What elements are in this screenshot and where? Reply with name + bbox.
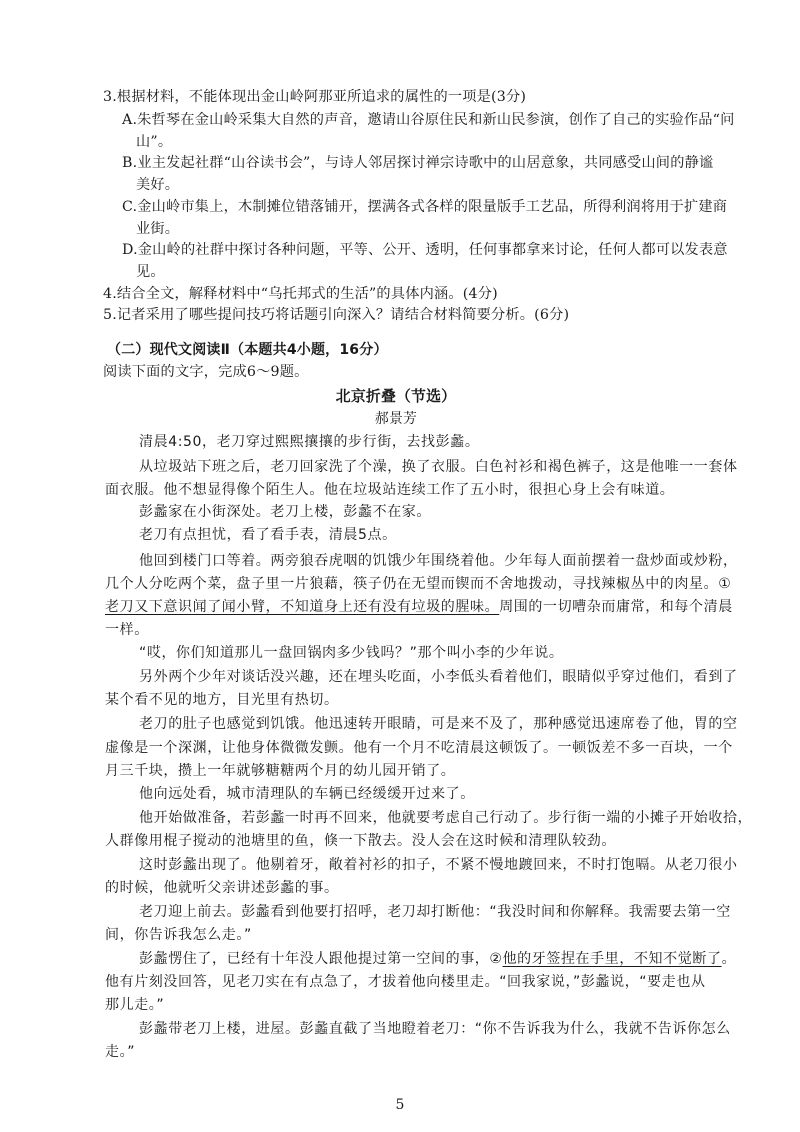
passage-line: 某个看不见的地方，目光里有热切。 (105, 692, 339, 708)
question-3: 3.根据材料，不能体现出金山岭阿那亚所追求的属性的一项是(3分) (103, 89, 527, 105)
passage-line: 老刀有点担忧，看了看手表，清晨5点。 (139, 527, 397, 543)
passage-line: 他开始做准备，若彭蠡一时再不回来，他就要考虑自己行动了。步行街一端的小摊子开始收拾， (139, 810, 753, 826)
passage-line: 走。” (105, 1044, 136, 1060)
passage-line-underlined-1 (105, 597, 733, 617)
passage-line: 老刀迎上前去。彭蠡看到他要打招呼，老刀却打断他：“我没时间和你解释。我需要去第一空 (139, 904, 731, 920)
passage-line-underlined-2 (139, 949, 736, 969)
passage-line: 他向远处看，城市清理队的车辆已经缓缓开过来了。 (139, 786, 475, 802)
passage-line: 他回到楼门口等着。两旁狼吞虎咽的饥饿少年围绕着他。少年每人面前摆着一盘炒面或炒粉， (139, 553, 738, 569)
page-number: 5 (395, 1097, 405, 1113)
passage-text: 。 (721, 951, 737, 967)
passage-line: 人群像用棍子搅动的池塘里的鱼，倏一下散去。没人会在这时候和清理队较劲。 (105, 833, 616, 849)
question-4: 4.结合全文，解释材料中“乌托邦式的生活”的具体内涵。(4分) (103, 286, 498, 302)
underlined-sentence-1: 老刀又下意识闻了闻小臂，不知道身上还有没有垃圾的腥味。 (105, 599, 500, 615)
option-b-line2: 美好。 (136, 177, 180, 193)
section-instruction: 阅读下面的文字，完成6～9题。 (103, 364, 309, 380)
passage-author: 郝景芳 (374, 411, 418, 427)
option-d-line1: D.金山岭的社群中探讨各种问题，平等、公开、透明，任何事都拿来讨论，任何人都可以发表意 (122, 242, 728, 258)
passage-line: 虚像是一个深渊，让他身体微微发颤。他有一个月不吃清晨这顿饭了。一顿饭差不多一百块，一个 (105, 740, 733, 756)
passage-line: 的时候，他就听父亲讲述彭蠡的事。 (105, 880, 339, 896)
passage-line: 间，你告诉我怎么走。” (105, 927, 252, 943)
passage-title: 北京折叠（节选） (335, 387, 457, 405)
passage-text: 周围的一切嘈杂而庸常，和每个清晨 (499, 599, 733, 615)
option-a-line1: A.朱哲琴在金山岭采集大自然的声音，邀请山谷原住民和新山民参演，创作了自己的实验作品“问 (122, 112, 735, 128)
passage-line: 另外两个少年对谈话没兴趣，还在埋头吃面，小李低头看着他们，眼睛似乎穿过他们，看到了 (139, 669, 738, 685)
question-5: 5.记者采用了哪些提问技巧将话题引向深入？请结合材料简要分析。(6分) (103, 307, 570, 323)
section-header: （二）现代文阅读Ⅱ（本题共4小题，16分） (107, 342, 388, 358)
passage-line: 那儿走。” (105, 997, 165, 1013)
passage-line: 从垃圾站下班之后，老刀回家洗了个澡，换了衣服。白色衬衫和褐色裤子，这是他唯一一套体 (139, 459, 738, 475)
option-a-line2: 山”。 (136, 134, 173, 150)
passage-line: 彭蠡带老刀上楼，进屋。彭蠡直截了当地瞪着老刀：“你不告诉我为什么，我就不告诉你怎么 (139, 1021, 731, 1037)
passage-line: 他有片刻没回答，见老刀实在有点急了，才拔着他向楼里走。“回我家说，”彭蠡说，“要走也从 (105, 974, 706, 990)
passage-line: 彭蠡家在小街深处。老刀上楼，彭蠡不在家。 (139, 504, 431, 520)
passage-line: 这时彭蠡出现了。他剔着牙，敞着衬衫的扣子，不紧不慢地踱回来，不时打饱嗝。从老刀很小 (139, 857, 738, 873)
passage-line: 老刀的肚子也感觉到饥饿。他迅速转开眼睛，可是来不及了，那种感觉迅速席卷了他，胃的空 (139, 716, 738, 732)
passage-line: 一样。 (105, 622, 149, 638)
option-d-line2: 见。 (136, 264, 165, 280)
passage-line: 清晨4:50，老刀穿过熙熙攘攘的步行街，去找彭蠡。 (139, 434, 480, 450)
passage-line: 几个人分吃两个菜，盘子里一片狼藉，筷子仍在无望而锲而不舍地拨动，寻找辣椒丛中的肉星。① (105, 576, 732, 592)
passage-text: 彭蠡愣住了，已经有十年没人跟他提过第一空间的事，② (139, 951, 503, 967)
passage-line: 月三千块，攒上一年就够糖糖两个月的幼儿园开销了。 (105, 763, 456, 779)
option-c-line2: 业街。 (136, 221, 180, 237)
option-b-line1: B.业主发起社群“山谷读书会”，与诗人邻居探讨禅宗诗歌中的山居意象，共同感受山间的静谧 (122, 155, 714, 171)
option-c-line1: C.金山岭市集上，木制摊位错落铺开，摆满各式各样的限量版手工艺品，所得利润将用于扩建商 (122, 199, 728, 215)
passage-line: 面衣服。他不想显得像个陌生人。他在垃圾站连续工作了五小时，很担心身上会有味道。 (105, 482, 675, 498)
underlined-sentence-2: 他的牙签捏在手里，不知不觉断了 (502, 951, 722, 967)
passage-line: “哎，你们知道那儿一盘回锅肉多少钱吗？”那个叫小李的少年说。 (139, 645, 564, 661)
